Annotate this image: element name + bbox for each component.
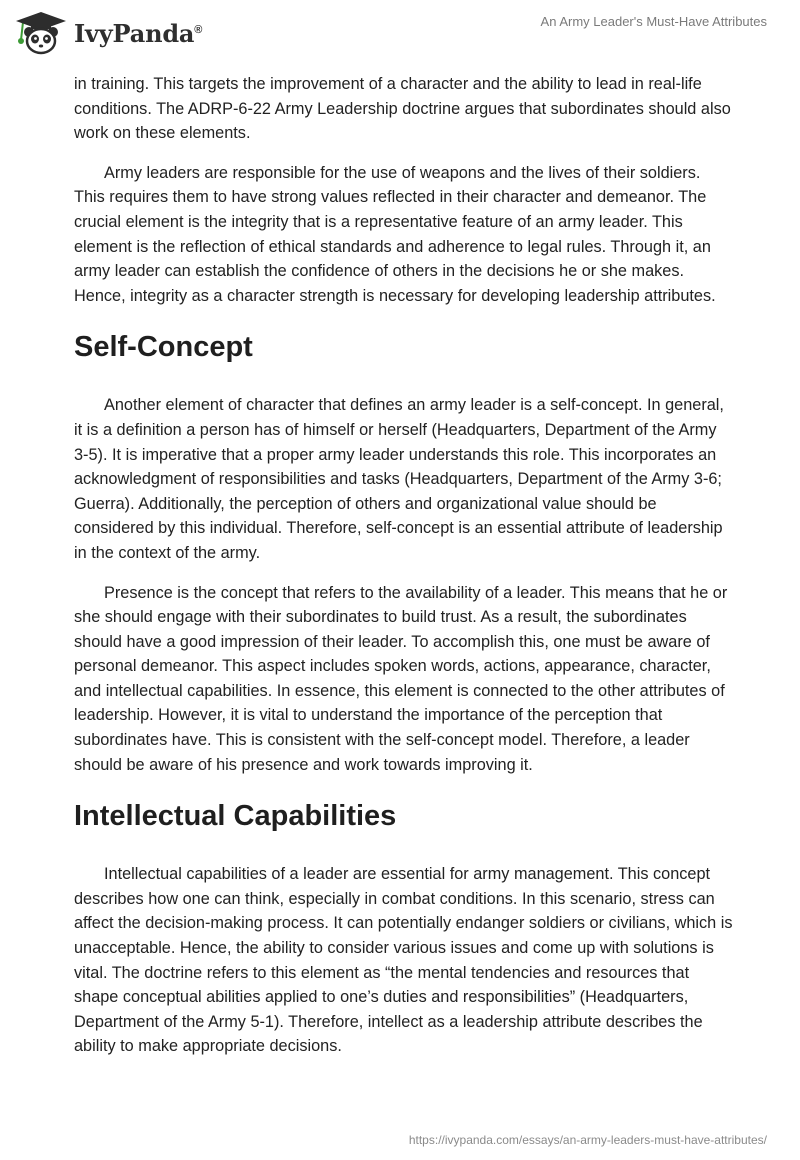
paragraph-integrity: Army leaders are responsible for the use of weapons and the lives of their soldiers. This requires them to have strong values reflected in their character and demeanor. The crucial element is the integrity that is a representative feature of an army leader. This element is the reflection of ethical standards and adherence to legal rules. Through it, an army leader can establish the confidence of others in the decisions he or she makes. Hence, integrity as a character strength is necessary for developing leadership attributes.	[74, 163, 716, 305]
panda-graduation-cap-icon	[14, 10, 68, 56]
heading-intellectual-capabilities: Intellectual Capabilities	[74, 800, 397, 833]
paragraph-presence: Presence is the concept that refers to the availability of a leader. This means that he or she should engage with their subordinates to build trust. As a result, the subordinates should have a good impression of their leader. To accomplish this, one must be aware of personal demeanor. This aspect includes spoken words, actions, appearance, character, and intellectual capabilities. In essence, this element is connected to the other attributes of leadership. However, it is vital to understand the importance of the perception that subordinates have. This is consistent with the self-concept model. Therefore, a leader should be aware of his presence and work towards improving it.	[74, 583, 728, 774]
page-header	[0, 0, 800, 70]
paragraph-self-concept: Another element of character that defines an army leader is a self-concept. In general, it is a definition a person has of himself or herself (Headquarters, Department of the Army 3-5). It is imperative that a proper army leader understands this role. This incorporates an acknowledgment of responsibilities and tasks (Headquarters, Department of the Army 3-6; Guerra). Additionally, the perception of others and organizational value should be considered by this individual. Therefore, self-concept is an essential attribute of leadership in the context of the army.	[74, 396, 724, 562]
essay-body	[74, 72, 734, 1074]
document-title: An Army Leader's Must-Have Attributes	[540, 14, 767, 29]
source-url[interactable]: https://ivypanda.com/essays/an-army-leaders-must-have-attributes/	[408, 1133, 767, 1147]
registered-mark: ®	[194, 23, 203, 36]
ivypanda-logo[interactable]	[14, 10, 202, 56]
paragraph-training-continuation: in training. This targets the improvement of a character and the ability to lead in real-life conditions. The ADRP-6-22 Army Leadership doctrine argues that subordinates should also work on these elements.	[74, 75, 731, 143]
paragraph-intellectual-capabilities: Intellectual capabilities of a leader are essential for army management. This concept describes how one can think, especially in combat conditions. In this scenario, stress can affect the decision-making process. It can potentially endanger soldiers or civilians, which is unacceptable. Hence, the ability to consider various issues and come up with solutions is vital. The doctrine refers to this element as “the mental tendencies and resources that shape conceptual abilities applied to one’s duties and responsibilities” (Headquarters, Department of the Army 5-1). Therefore, intellect as a leadership attribute describes the ability to make appropriate decisions.	[74, 865, 733, 1056]
heading-self-concept: Self-Concept	[74, 331, 253, 364]
brand-name: IvyPanda®	[74, 18, 203, 48]
